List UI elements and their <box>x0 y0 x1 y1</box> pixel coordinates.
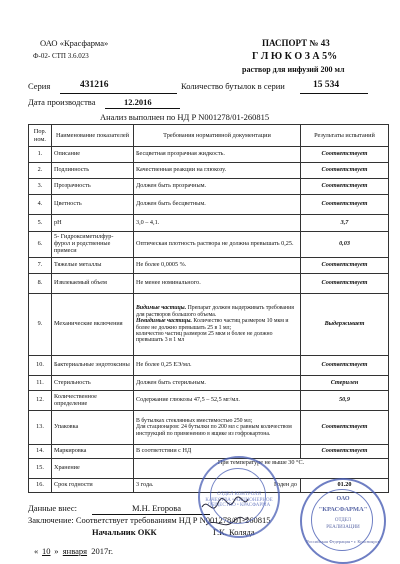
table-row <box>29 195 389 215</box>
date-month: января <box>62 546 88 556</box>
row-res: Соответствует <box>301 356 389 376</box>
issued-label: Данные внес: <box>28 503 77 513</box>
row-num: 2. <box>29 163 52 179</box>
row-req <box>134 294 301 356</box>
row-res: Соответствует <box>301 163 389 179</box>
row-num: 7. <box>29 258 52 274</box>
row-name: Маркировка <box>52 445 134 459</box>
row-num: 6. <box>29 232 52 258</box>
row-num: 15. <box>29 459 52 479</box>
bottles-label: Количество бутылок в серии <box>181 81 285 91</box>
row-res: Соответствует <box>301 258 389 274</box>
analysis-table <box>28 124 389 493</box>
row-req: Должен быть стерильным. <box>134 376 301 391</box>
row-num: 5. <box>29 215 52 232</box>
row-name: 5- Гидроксиметилфур- фурол и родственные примеси <box>52 232 134 258</box>
row-num: 11. <box>29 376 52 391</box>
series-underline <box>60 93 177 94</box>
visible-particles-text: Препарат должен выдерживать требования для растворов большого объема. <box>136 305 294 318</box>
row-num: 8. <box>29 274 52 294</box>
sales-dept-stamp <box>300 478 386 564</box>
row-num: 3. <box>29 179 52 195</box>
row-res: Соответствует <box>301 195 389 215</box>
issued-name: М.Н. Егорова <box>132 503 181 513</box>
col-header-num: Пор. ном. <box>29 125 52 147</box>
row-num: 13. <box>29 411 52 445</box>
row-req: В соответствии с НД <box>134 445 301 459</box>
company-name: ОАО «Красфарма» <box>40 38 109 48</box>
row-res: Стерилен <box>301 376 389 391</box>
row-req: Оптическая плотность раствора не должна превышать 0,25. <box>134 232 301 258</box>
row-req: Содержание глюкозы 47,5 – 52,5 мг/мл. <box>134 391 301 411</box>
row-name: Упаковка <box>52 411 134 445</box>
table-row <box>29 411 389 445</box>
row-req: Не более 0,0005 %. <box>134 258 301 274</box>
product-name: Г Л Ю К О З А 5% <box>252 51 338 62</box>
row-res: 01.20 <box>301 479 389 493</box>
row-name: Прозрачность <box>52 179 134 195</box>
form-code: Ф-02- СТП 3.6.023 <box>33 52 89 60</box>
table-row <box>29 147 389 163</box>
series-value: 431216 <box>80 80 109 90</box>
table-row <box>29 391 389 411</box>
packaging-line-b: Для стационаров: 24 бутылки по 200 мл с равным количеством инструкций по применению в ящике из гофрокартона. <box>136 424 292 437</box>
table-row <box>29 232 389 258</box>
row-num: 14. <box>29 445 52 459</box>
date-value: 12.2016 <box>124 97 152 107</box>
table-row <box>29 445 389 459</box>
row-req: Должен быть прозрачным. <box>134 179 301 195</box>
table-row <box>29 215 389 232</box>
head-name: Г.К. Коляда <box>213 527 255 537</box>
row-req: При температуре не выше 30 °С. <box>134 459 389 479</box>
date-underline <box>105 108 180 109</box>
date-year: 2017г. <box>91 546 113 556</box>
row-name: Подлинность <box>52 163 134 179</box>
table-row <box>29 356 389 376</box>
row-num: 1. <box>29 147 52 163</box>
row-req: 3,0 – 4,1. <box>134 215 301 232</box>
date-label: Дата производства <box>28 97 96 107</box>
visible-particles-title: Видимые частицы. <box>136 305 187 312</box>
row-name: Срок годности <box>52 479 134 493</box>
bottles-underline <box>300 93 368 94</box>
row-name: Бактериальные эндотоксины <box>52 356 134 376</box>
shelf-life-text: 3 года. <box>136 481 154 489</box>
sign-date: « 10 » января 2017г. <box>34 546 113 556</box>
conclusion: Заключение: Соответствует требованиям НД Р N001278/01-260815 <box>28 515 271 525</box>
bottles-value: 15 534 <box>313 80 340 90</box>
date-day: 10 <box>42 546 51 556</box>
row-req: Не менее номинального. <box>134 274 301 294</box>
table-row <box>29 294 389 356</box>
row-name: Извлекаемый объем <box>52 274 134 294</box>
row-req: Качественная реакции на глюкозу. <box>134 163 301 179</box>
row-name: Хранение <box>52 459 134 479</box>
row-name: pH <box>52 215 134 232</box>
col-header-req: Требования нормативной документации <box>134 125 301 147</box>
row-num: 4. <box>29 195 52 215</box>
table-row <box>29 163 389 179</box>
stamp-right-dept2: РЕАЛИЗАЦИИ <box>326 525 360 530</box>
table-row <box>29 274 389 294</box>
row-num: 9. <box>29 294 52 356</box>
row-name: Тяжелые металлы <box>52 258 134 274</box>
stamp-right-dept: ОТДЕЛ <box>334 518 352 523</box>
particles-25-text: количество частиц размером 25 мкм и более не должно превышать 3 в 1 мл <box>136 330 273 344</box>
stamp-right-top: ОАО <box>336 496 350 502</box>
col-header-name: Наименование показателей <box>52 125 134 147</box>
row-name: Цветность <box>52 195 134 215</box>
row-res: Соответствует <box>301 274 389 294</box>
packaging-line-a: В бутылках стеклянных вместимостью 250 мл; <box>136 417 253 424</box>
table-row <box>29 179 389 195</box>
stamp-right-name: "КРАСФАРМА" <box>318 506 368 513</box>
table-header-row <box>29 125 389 147</box>
row-name: Описание <box>52 147 134 163</box>
row-res: 0,03 <box>301 232 389 258</box>
row-num: 10. <box>29 356 52 376</box>
stamp-right-ring: Российская Федерация • г. Красноярск <box>306 539 380 544</box>
col-header-res: Результаты испытаний <box>301 125 389 147</box>
row-res: Соответствует <box>301 445 389 459</box>
quality-control-stamp <box>198 456 280 538</box>
row-req <box>134 411 301 445</box>
row-name: Стерильность <box>52 376 134 391</box>
row-res: Соответствует <box>301 411 389 445</box>
expiry-label: Годен до <box>274 481 297 489</box>
stamp-left-text: ОТДЕЛ КОНТРОЛЯ КАЧЕСТВА • АКЦИОНЕРНОЕ ОБЩЕСТВО • КРАСФАРМА <box>205 492 273 508</box>
series-label: Серия <box>28 81 51 91</box>
row-num: 12. <box>29 391 52 411</box>
row-res: Соответствует <box>301 179 389 195</box>
invisible-particles-title: Невидимые частицы. <box>136 318 192 325</box>
row-name: Количественное определение <box>52 391 134 411</box>
row-name: Механические включения <box>52 294 134 356</box>
row-res: Выдерживает <box>301 294 389 356</box>
row-num: 16. <box>29 479 52 493</box>
passport-number: ПАСПОРТ № 43 <box>262 38 330 48</box>
row-req: Должен быть бесцветным. <box>134 195 301 215</box>
row-res: Соответствует <box>301 147 389 163</box>
invisible-particles-text: Количество частиц размером 10 мкм и более не должно превышать 25 в 1 мл; <box>136 318 289 331</box>
head-title: Начальник ОКК <box>92 527 157 537</box>
row-req: Бесцветная прозрачная жидкость. <box>134 147 301 163</box>
product-form: раствор для инфузий 200 мл <box>242 65 345 74</box>
row-req: Не более 0,25 ЕЭ/мл. <box>134 356 301 376</box>
row-res: 3,7 <box>301 215 389 232</box>
table-row <box>29 376 389 391</box>
row-res: 50,9 <box>301 391 389 411</box>
analysis-line: Анализ выполнен по НД Р N001278/01-260815 <box>100 112 270 122</box>
table-row <box>29 258 389 274</box>
